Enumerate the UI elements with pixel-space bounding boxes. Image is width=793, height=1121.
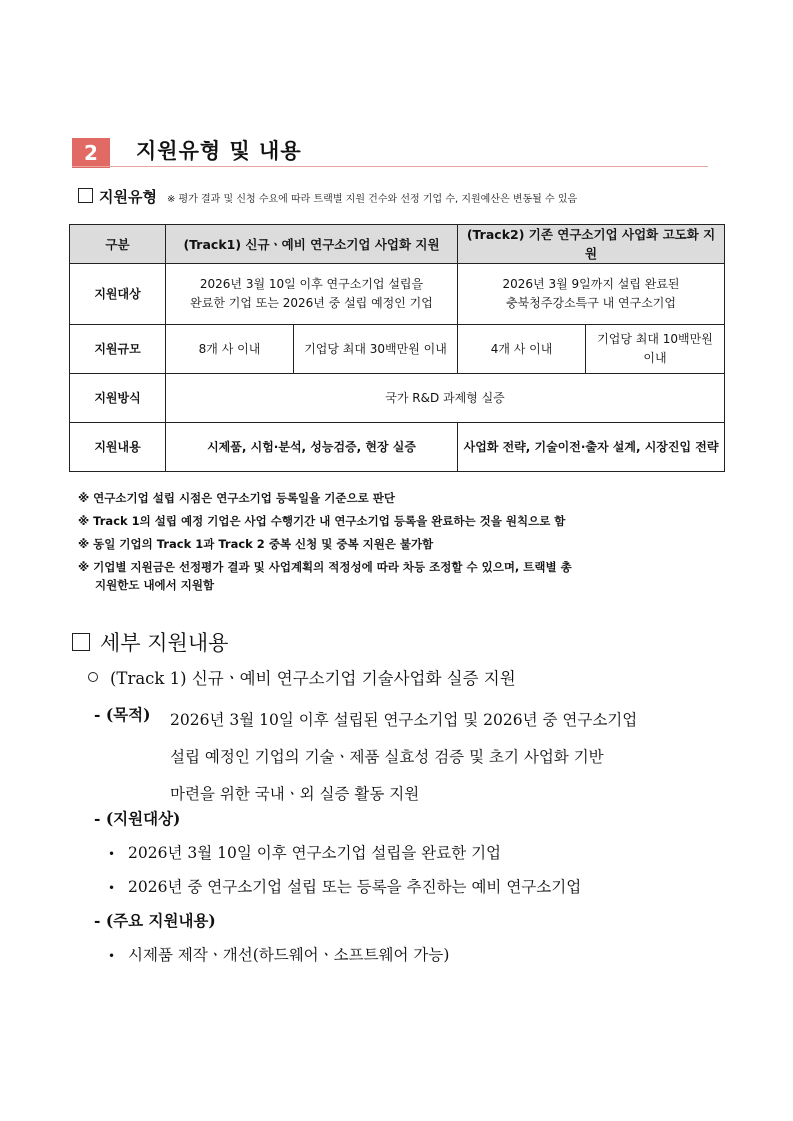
header-track1: (Track1) 신규ㆍ예비 연구소기업 사업화 지원 [166,225,458,264]
notes-list [78,490,728,600]
target-item-text: 2026년 중 연구소기업 설립 또는 등록을 추진하는 예비 연구소기업 [128,878,582,896]
scale-track2-amount: 기업당 최대 10백만원 이내 [586,325,725,374]
content-track2: 사업화 전략, 기술이전·출자 설계, 시장진입 전략 [458,423,725,472]
target-track1 [166,264,458,325]
row-label-target: 지원대상 [70,264,166,325]
purpose-text [170,702,730,813]
content-item [108,942,449,969]
target-track1-line2: 완료한 기업 또는 2026년 중 설립 예정인 기업 [190,296,433,310]
target-track2-line2: 충북청주강소특구 내 연구소기업 [506,296,676,310]
bullet-dot-icon: • [108,881,116,895]
section-number: 2 [72,138,110,168]
target-label: - (지원대상) [94,809,181,828]
scale-track2-count: 4개 사 이내 [458,325,586,374]
section-title: 지원유형 및 내용 [136,139,302,163]
purpose-line: 마련을 위한 국내ㆍ외 실증 활동 지원 [170,785,420,803]
details-title [72,628,228,658]
content-track1: 시제품, 시험·분석, 성능검증, 현장 실증 [166,423,458,472]
target-track2 [458,264,725,325]
support-type-line [78,186,577,206]
purpose-label: - (목적) [94,705,151,724]
note-item: ※ 기업별 지원금은 선정평가 결과 및 사업계획의 적정성에 따라 차등 조정할 수 있으며, 트랙별 총 [78,560,572,574]
row-label-method: 지원방식 [70,374,166,423]
header-category: 구분 [70,225,166,264]
note-item-continuation: 지원한도 내에서 지원함 [95,578,215,592]
method-value: 국가 R&D 과제형 실증 [166,374,725,423]
support-type-title: 지원유형 [99,188,157,206]
support-type-note: ※ 평가 결과 및 신청 수요에 따라 트랙별 지원 건수와 선정 기업 수, 지원예산은 변동될 수 있음 [166,194,578,205]
support-table [69,224,725,472]
target-item-text: 2026년 3월 10일 이후 연구소기업 설립을 완료한 기업 [128,844,502,862]
note-item: ※ 연구소기업 설립 시점은 연구소기업 등록일을 기준으로 판단 [78,491,395,505]
row-label-scale: 지원규모 [70,325,166,374]
track1-title-text: (Track 1) 신규ㆍ예비 연구소기업 기술사업화 실증 지원 [110,669,516,688]
table-header-row [70,225,725,264]
target-item [108,874,581,901]
bullet-dot-icon: • [108,949,116,963]
track1-title [88,666,516,692]
target-item [108,840,501,867]
table-row-content [70,423,725,472]
row-label-content: 지원내용 [70,423,166,472]
section-divider [72,166,708,167]
header-track2: (Track2) 기존 연구소기업 사업화 고도화 지원 [458,225,725,264]
content-label: - (주요 지원내용) [94,911,216,930]
target-track2-line1: 2026년 3월 9일까지 설립 완료된 [502,277,680,291]
circle-bullet-icon [88,672,98,682]
bullet-dot-icon: • [108,847,116,861]
table-row-method [70,374,725,423]
content-item-text: 시제품 제작ㆍ개선(하드웨어ㆍ소프트웨어 가능) [128,946,450,964]
table-row-scale [70,325,725,374]
section-header [72,136,708,168]
details-title-text: 세부 지원내용 [100,631,229,655]
checkbox-square-icon [72,633,90,651]
target-track1-line1: 2026년 3월 10일 이후 연구소기업 설립을 [199,277,424,291]
checkbox-square-icon [78,188,93,203]
purpose-line: 2026년 3월 10일 이후 설립된 연구소기업 및 2026년 중 연구소기업 [170,711,638,729]
scale-track1-amount: 기업당 최대 30백만원 이내 [294,325,458,374]
note-item: ※ Track 1의 설립 예정 기업은 사업 수행기간 내 연구소기업 등록을 완료하는 것을 원칙으로 함 [78,514,566,528]
table-row-target [70,264,725,325]
scale-track1-count: 8개 사 이내 [166,325,294,374]
note-item: ※ 동일 기업의 Track 1과 Track 2 중복 신청 및 중복 지원은 불가함 [78,537,434,551]
purpose-line: 설립 예정인 기업의 기술ㆍ제품 실효성 검증 및 초기 사업화 기반 [170,748,604,766]
